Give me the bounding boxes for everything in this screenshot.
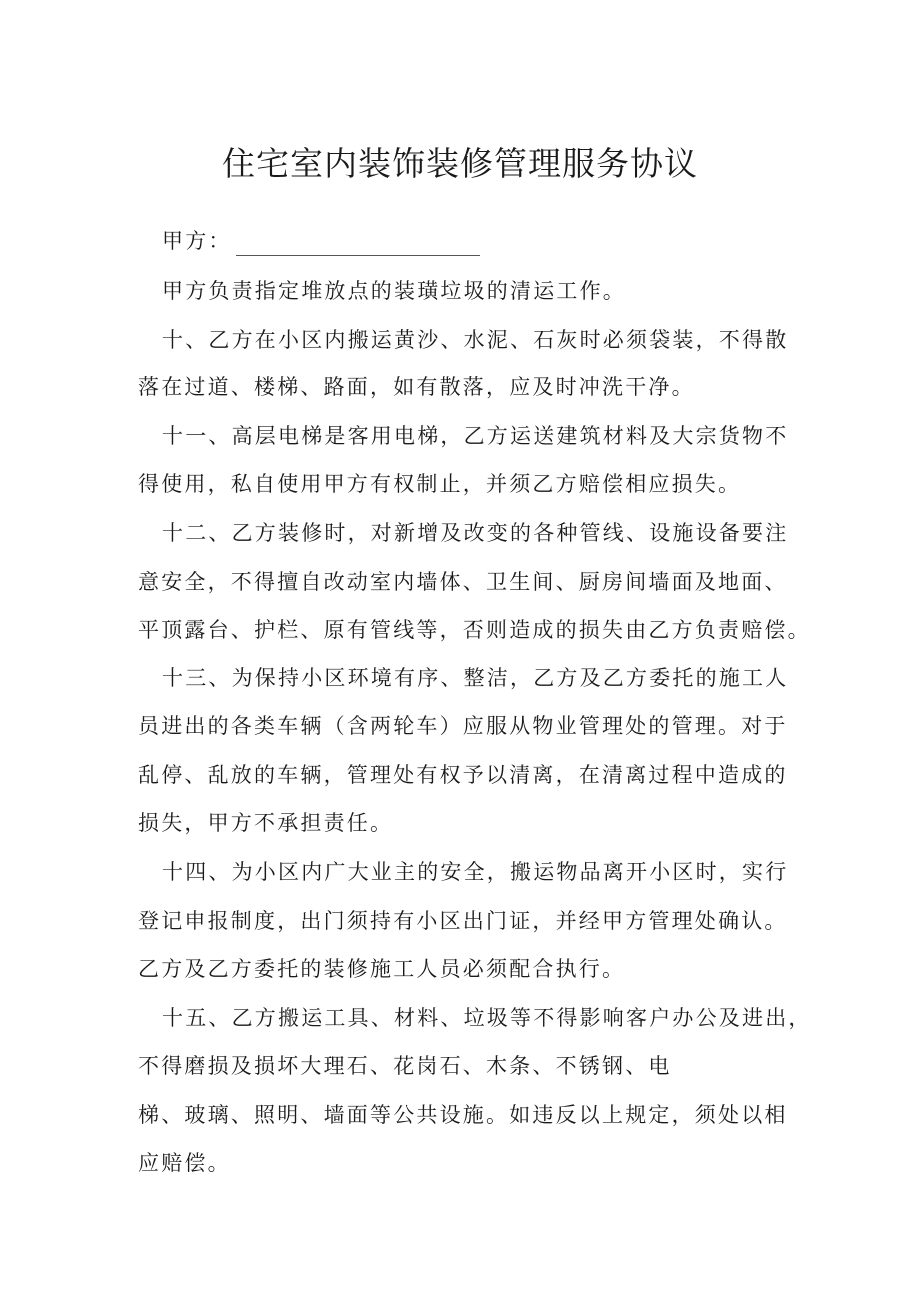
text-line: 十、乙方在小区内搬运黄沙、水泥、石灰时必须袋装，不得散 (162, 328, 789, 352)
text-line: 乱停、乱放的车辆，管理处有权予以清离，在清离过程中造成的 (138, 763, 788, 787)
text-line: 员进出的各类车辆（含两轮车）应服从物业管理处的管理。对于 (138, 714, 788, 738)
text-line: 十五、乙方搬运工具、材料、垃圾等不得影响客户办公及进出， (162, 1006, 812, 1030)
party-a-line (162, 226, 480, 256)
text-line: 十三、为保持小区环境有序、整洁，乙方及乙方委托的施工人 (162, 666, 789, 690)
text-line: 梯、玻璃、照明、墙面等公共设施。如违反以上规定，须处以相 (138, 1103, 788, 1127)
text-line: 十四、为小区内广大业主的安全，搬运物品离开小区时，实行 (162, 860, 789, 884)
text-line: 登记申报制度，出门须持有小区出门证，并经甲方管理处确认。 (138, 909, 788, 933)
text-line: 不得磨损及损坏大理石、花岗石、木条、不锈钢、电 (138, 1054, 672, 1078)
text-line: 甲方负责指定堆放点的装璜垃圾的清运工作。 (162, 279, 626, 303)
text-line: 平顶露台、护栏、原有管线等，否则造成的损失由乙方负责赔偿。 (138, 618, 811, 642)
text-line: 十二、乙方装修时，对新增及改变的各种管线、设施设备要注 (162, 521, 789, 545)
party-a-label: 甲方： (162, 229, 232, 253)
text-line: 应赔偿。 (138, 1151, 231, 1175)
text-line: 损失，甲方不承担责任。 (138, 811, 394, 835)
party-a-blank-field (236, 233, 480, 256)
text-line: 落在过道、楼梯、路面，如有散落，应及时冲洗干净。 (138, 375, 695, 399)
text-line: 意安全，不得擅自改动室内墙体、卫生间、厨房间墙面及地面、 (138, 570, 788, 594)
document-title: 住宅室内装饰装修管理服务协议 (222, 144, 698, 183)
text-line: 乙方及乙方委托的装修施工人员必须配合执行。 (138, 957, 626, 981)
text-line: 十一、高层电梯是客用电梯，乙方运送建筑材料及大宗货物不 (162, 424, 789, 448)
text-line: 得使用，私自使用甲方有权制止，并须乙方赔偿相应损失。 (138, 472, 742, 496)
